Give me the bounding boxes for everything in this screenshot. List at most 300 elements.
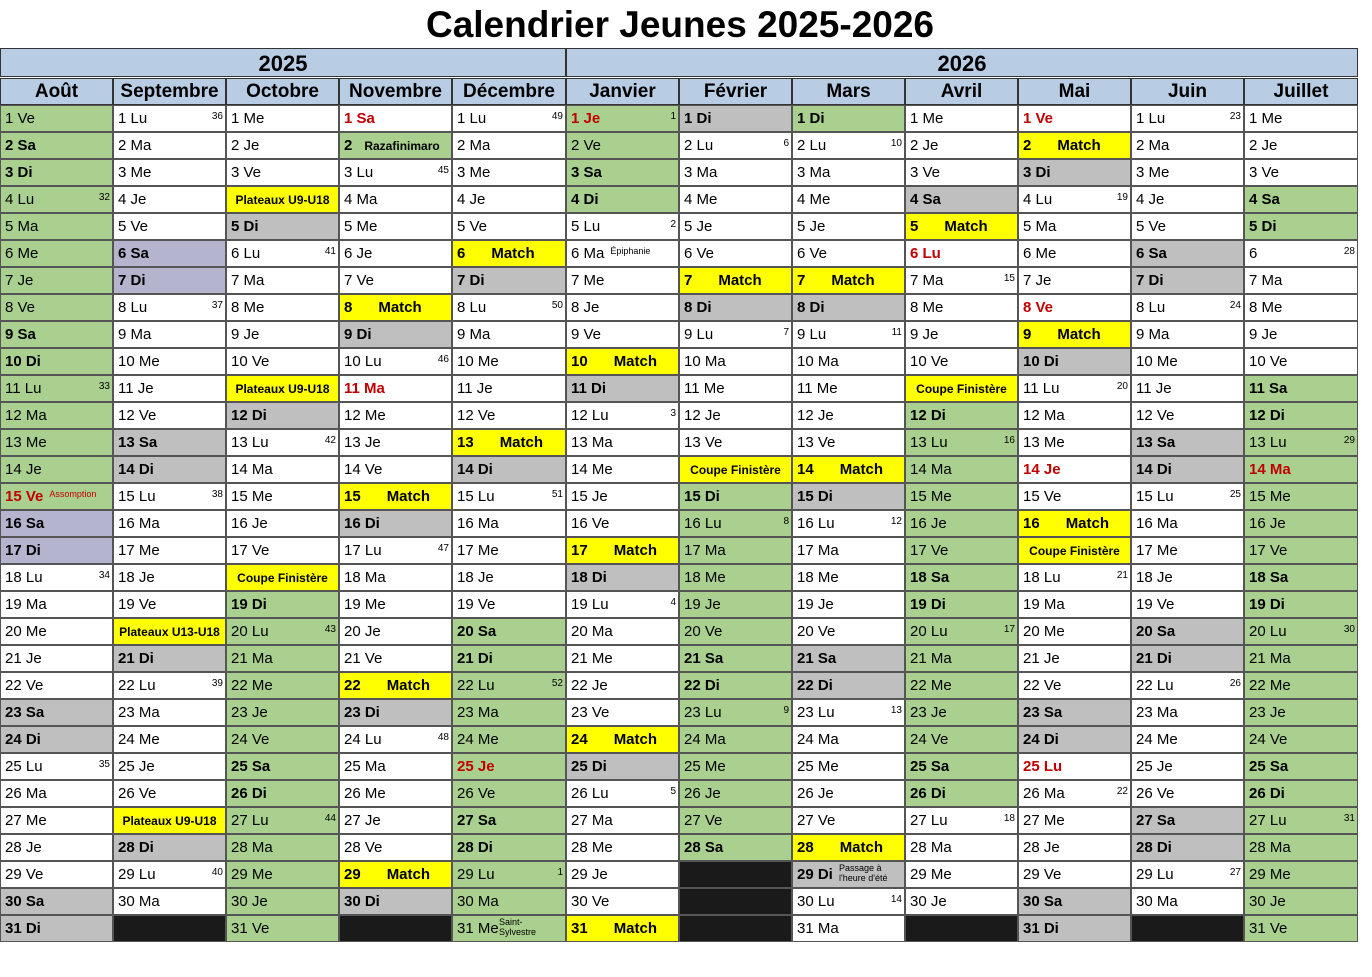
day-cell — [226, 132, 339, 159]
day-cell — [0, 672, 113, 699]
day-label: 30 Lu — [797, 893, 835, 910]
week-number: 19 — [1116, 192, 1128, 203]
week-number: 15 — [1003, 273, 1015, 284]
day-cell — [226, 510, 339, 537]
day-cell — [1244, 699, 1358, 726]
day-cell — [113, 726, 226, 753]
day-cell — [792, 672, 905, 699]
day-cell — [1244, 267, 1358, 294]
day-label: 26 Je — [684, 785, 721, 802]
day-cell — [905, 240, 1018, 267]
day-label: 22 Di — [797, 677, 833, 694]
day-cell — [1131, 321, 1244, 348]
day-label: 22 Me — [910, 677, 952, 694]
day-label: 29 — [344, 866, 361, 883]
day-cell — [792, 915, 905, 942]
day-label: 29 Me — [910, 866, 952, 883]
day-cell — [566, 429, 679, 456]
week-number: 52 — [551, 678, 563, 689]
day-cell — [679, 429, 792, 456]
day-cell — [566, 294, 679, 321]
day-cell — [566, 915, 679, 942]
day-cell — [452, 834, 566, 861]
day-cell — [113, 780, 226, 807]
day-label: 11 Je — [457, 380, 493, 397]
day-label: 26 Ma — [5, 785, 47, 802]
day-label: 7 Ma — [231, 272, 265, 289]
day-label: 17 — [571, 542, 588, 559]
day-cell — [452, 618, 566, 645]
day-label: 20 Me — [1023, 623, 1065, 640]
day-label: 9 Je — [231, 326, 260, 343]
event-label: Coupe Finistère — [916, 382, 1007, 396]
day-label: 24 Ma — [684, 731, 726, 748]
day-cell — [1244, 726, 1358, 753]
day-cell — [113, 861, 226, 888]
day-cell — [905, 888, 1018, 915]
day-label: 10 Me — [118, 353, 160, 370]
day-label: 17 Lu — [344, 542, 382, 559]
day-cell — [452, 186, 566, 213]
day-label: 2 Sa — [5, 137, 36, 154]
day-label: 3 Di — [5, 164, 33, 181]
day-label: 27 Sa — [1136, 812, 1176, 829]
day-label: 16 — [1023, 515, 1040, 532]
day-label: 27 Sa — [457, 812, 497, 829]
day-label: 9 Lu — [684, 326, 714, 343]
day-label: 8 Me — [910, 299, 944, 316]
day-cell — [339, 510, 452, 537]
day-cell — [1244, 618, 1358, 645]
day-label: 9 Je — [910, 326, 939, 343]
day-cell — [1131, 159, 1244, 186]
week-number: 18 — [1003, 813, 1015, 824]
day-cell — [566, 402, 679, 429]
day-label: 30 Sa — [5, 893, 45, 910]
day-cell — [113, 240, 226, 267]
day-note: Assomption — [49, 489, 97, 499]
day-cell — [1131, 753, 1244, 780]
day-cell — [113, 132, 226, 159]
day-cell — [339, 780, 452, 807]
day-cell — [566, 483, 679, 510]
day-cell — [566, 510, 679, 537]
day-cell — [113, 753, 226, 780]
day-label: 16 Di — [344, 515, 380, 532]
day-cell — [905, 294, 1018, 321]
day-cell — [679, 240, 792, 267]
day-cell — [679, 456, 792, 483]
day-cell — [339, 618, 452, 645]
day-cell — [792, 267, 905, 294]
day-label: 6 Sa — [1136, 245, 1167, 262]
day-cell — [1244, 807, 1358, 834]
day-cell — [566, 240, 679, 267]
day-cell — [0, 402, 113, 429]
day-label: 15 Me — [910, 488, 952, 505]
day-label: 22 Lu — [457, 677, 495, 694]
month-header: Juin — [1131, 78, 1244, 105]
day-cell — [905, 753, 1018, 780]
day-label: 31 Ve — [1249, 920, 1288, 937]
day-label: 25 Je — [457, 758, 495, 775]
month-header: Janvier — [566, 78, 679, 105]
day-label: 14 Di — [1136, 461, 1172, 478]
week-number: 40 — [211, 867, 223, 878]
day-cell — [339, 807, 452, 834]
day-cell — [792, 240, 905, 267]
day-cell — [905, 834, 1018, 861]
day-cell — [113, 699, 226, 726]
day-label: 18 Lu — [1023, 569, 1061, 586]
day-label: 22 Ve — [5, 677, 44, 694]
day-cell — [226, 402, 339, 429]
day-cell — [905, 321, 1018, 348]
day-label: 9 Ve — [571, 326, 602, 343]
day-label: 23 Ve — [571, 704, 610, 721]
day-label: 17 Di — [5, 542, 41, 559]
day-cell — [226, 267, 339, 294]
day-cell — [0, 564, 113, 591]
day-label: 4 Je — [457, 191, 486, 208]
day-cell — [566, 591, 679, 618]
day-cell — [792, 564, 905, 591]
day-cell — [1018, 726, 1131, 753]
week-number: 7 — [783, 327, 789, 338]
day-cell — [226, 645, 339, 672]
day-label: 1 Di — [797, 110, 825, 127]
day-cell — [0, 888, 113, 915]
day-label: 5 Di — [231, 218, 259, 235]
day-label: 12 Ma — [1023, 407, 1065, 424]
month-header: Août — [0, 78, 113, 105]
day-cell — [1018, 618, 1131, 645]
day-label: 23 Di — [344, 704, 380, 721]
day-label: 20 Lu — [910, 623, 948, 640]
event-label: Plateaux U9-U18 — [122, 814, 217, 828]
day-label: 11 Sa — [1249, 380, 1288, 397]
day-cell — [905, 807, 1018, 834]
week-number: 2 — [670, 219, 676, 230]
day-cell — [679, 132, 792, 159]
day-cell — [1018, 753, 1131, 780]
day-label: 30 Sa — [1023, 893, 1063, 910]
day-label: 17 Ve — [910, 542, 949, 559]
day-label: 30 Ma — [1136, 893, 1178, 910]
day-label: 4 Di — [571, 191, 599, 208]
week-number: 21 — [1116, 570, 1128, 581]
day-label: 27 Me — [1023, 812, 1065, 829]
day-cell — [566, 645, 679, 672]
day-cell — [1018, 429, 1131, 456]
day-label: 8 Lu — [1136, 299, 1166, 316]
day-label: 4 Lu — [1023, 191, 1053, 208]
day-label: 21 Sa — [797, 650, 837, 667]
day-cell — [1131, 834, 1244, 861]
match-label: Match — [613, 542, 658, 559]
day-label: 23 Ma — [1136, 704, 1178, 721]
day-cell — [792, 402, 905, 429]
day-label: 14 — [797, 461, 814, 478]
day-cell — [679, 807, 792, 834]
day-label: 15 Me — [231, 488, 273, 505]
match-label: Match — [944, 218, 988, 235]
day-label: 27 Ve — [797, 812, 836, 829]
day-cell — [452, 861, 566, 888]
day-label: 8 Ve — [1023, 299, 1054, 316]
day-note: Saint-Sylvestre — [499, 917, 537, 937]
day-cell — [339, 861, 452, 888]
day-cell — [1018, 348, 1131, 375]
day-label: 12 Ve — [1136, 407, 1175, 424]
day-cell — [905, 429, 1018, 456]
week-number: 12 — [890, 516, 902, 527]
day-cell — [226, 321, 339, 348]
week-number: 35 — [98, 759, 110, 770]
day-cell — [792, 834, 905, 861]
match-label: Match — [491, 245, 535, 262]
day-label: 30 Di — [344, 893, 380, 910]
day-label: 29 Di — [797, 866, 833, 883]
day-label: 4 Me — [797, 191, 831, 208]
week-number: 1 — [670, 111, 676, 122]
day-label: 3 Sa — [571, 164, 602, 181]
day-cell — [679, 159, 792, 186]
day-label: 16 Ma — [118, 515, 160, 532]
day-label: 31 Ve — [231, 920, 270, 937]
empty-cell — [679, 888, 792, 915]
day-cell — [339, 483, 452, 510]
day-cell — [1131, 483, 1244, 510]
day-cell — [226, 888, 339, 915]
day-label: 26 Ma — [1023, 785, 1065, 802]
day-label: 5 Ve — [1136, 218, 1167, 235]
day-cell — [339, 834, 452, 861]
day-label: 6 Lu — [231, 245, 261, 262]
day-cell — [1018, 267, 1131, 294]
day-cell — [792, 591, 905, 618]
day-label: 28 Sa — [684, 839, 724, 856]
day-cell — [339, 294, 452, 321]
day-cell — [226, 537, 339, 564]
day-cell — [679, 348, 792, 375]
week-number: 1 — [557, 867, 563, 878]
day-label: 15 Ve — [5, 488, 44, 505]
day-cell — [0, 132, 113, 159]
day-label: 3 Ve — [231, 164, 262, 181]
day-cell — [792, 348, 905, 375]
day-cell — [452, 105, 566, 132]
day-cell — [1244, 591, 1358, 618]
day-label: 20 Lu — [1249, 623, 1287, 640]
day-label: 9 Ma — [1136, 326, 1170, 343]
day-note: Passage à l'heure d'été — [839, 863, 888, 883]
day-label: 27 Lu — [1249, 812, 1287, 829]
day-label: 8 Ve — [5, 299, 36, 316]
day-label: 19 Di — [910, 596, 946, 613]
day-label: 24 Me — [1136, 731, 1178, 748]
day-label: 1 Ve — [5, 110, 36, 127]
day-cell — [1018, 888, 1131, 915]
day-cell — [1018, 240, 1131, 267]
day-cell — [0, 726, 113, 753]
week-number: 31 — [1343, 813, 1355, 824]
day-cell — [905, 375, 1018, 402]
day-cell — [1244, 294, 1358, 321]
day-label: 7 Ve — [344, 272, 375, 289]
day-cell — [339, 888, 452, 915]
day-label: 27 Lu — [910, 812, 948, 829]
day-label: 1 Me — [231, 110, 265, 127]
day-label: 3 Me — [1136, 164, 1170, 181]
match-label: Match — [378, 299, 422, 316]
day-cell — [1018, 699, 1131, 726]
day-label: 28 Ma — [910, 839, 952, 856]
week-number: 48 — [437, 732, 449, 743]
day-label: 24 Ma — [797, 731, 839, 748]
empty-cell — [905, 915, 1018, 942]
day-label: 10 Di — [1023, 353, 1059, 370]
week-number: 5 — [670, 786, 676, 797]
day-label: 23 Lu — [684, 704, 722, 721]
day-cell — [226, 915, 339, 942]
day-label: 16 Lu — [684, 515, 722, 532]
day-label: 22 Me — [231, 677, 273, 694]
day-cell — [1244, 186, 1358, 213]
match-label: Match — [1065, 515, 1110, 532]
day-cell — [905, 780, 1018, 807]
day-label: 15 Ve — [1023, 488, 1062, 505]
match-label: Match — [386, 866, 431, 883]
day-label: 2 Lu — [797, 137, 827, 154]
day-label: 31 Me — [457, 920, 499, 937]
month-header: Septembre — [113, 78, 226, 105]
day-label: 20 Je — [344, 623, 381, 640]
day-label: 24 Ve — [231, 731, 270, 748]
day-label: 30 Ve — [571, 893, 610, 910]
day-cell — [226, 294, 339, 321]
day-cell — [1131, 402, 1244, 429]
day-cell — [792, 159, 905, 186]
day-cell — [1018, 915, 1131, 942]
day-label: 14 Ma — [231, 461, 273, 478]
day-cell — [452, 483, 566, 510]
day-cell — [1018, 537, 1131, 564]
day-cell — [905, 564, 1018, 591]
day-cell — [339, 456, 452, 483]
day-cell — [452, 645, 566, 672]
day-cell — [1018, 105, 1131, 132]
day-cell — [226, 807, 339, 834]
day-cell — [679, 564, 792, 591]
day-cell — [113, 537, 226, 564]
day-cell — [0, 321, 113, 348]
day-label: 6 Me — [5, 245, 39, 262]
day-cell — [905, 618, 1018, 645]
week-number: 49 — [551, 111, 563, 122]
day-label: 21 Ma — [1249, 650, 1291, 667]
day-cell — [566, 861, 679, 888]
day-label: 26 Di — [1249, 785, 1285, 802]
day-label: 1 Lu — [118, 110, 148, 127]
week-number: 27 — [1229, 867, 1241, 878]
day-label: 1 Me — [1249, 110, 1283, 127]
day-cell — [679, 591, 792, 618]
day-cell — [0, 186, 113, 213]
day-label: 30 Je — [910, 893, 947, 910]
day-label: 31 — [571, 920, 588, 937]
day-label: 25 Lu — [5, 758, 43, 775]
day-cell — [1244, 888, 1358, 915]
day-label: 18 Sa — [1249, 569, 1289, 586]
day-cell — [1131, 510, 1244, 537]
day-label: 21 Sa — [684, 650, 724, 667]
day-cell — [1244, 510, 1358, 537]
day-cell — [1244, 213, 1358, 240]
day-cell — [113, 564, 226, 591]
week-number: 28 — [1343, 246, 1355, 257]
day-label: 7 Je — [1023, 272, 1052, 289]
day-cell — [566, 834, 679, 861]
day-label: 18 Je — [457, 569, 494, 586]
day-label: 23 Sa — [1023, 704, 1063, 721]
day-label: 25 Sa — [231, 758, 271, 775]
week-number: 25 — [1229, 489, 1241, 500]
day-cell — [0, 537, 113, 564]
day-cell — [792, 429, 905, 456]
day-label: 14 Di — [457, 461, 493, 478]
day-cell — [905, 105, 1018, 132]
day-cell — [1018, 159, 1131, 186]
day-cell — [339, 564, 452, 591]
day-cell — [679, 402, 792, 429]
day-cell — [679, 321, 792, 348]
day-label: 15 Lu — [118, 488, 156, 505]
day-label: 21 Di — [118, 650, 154, 667]
day-cell — [452, 240, 566, 267]
day-cell — [1244, 321, 1358, 348]
day-cell — [1131, 375, 1244, 402]
day-label: 14 Je — [5, 461, 42, 478]
day-label: 21 Me — [571, 650, 613, 667]
day-label: 4 Me — [684, 191, 718, 208]
week-number: 23 — [1229, 111, 1241, 122]
day-label: 4 Lu — [5, 191, 35, 208]
day-cell — [792, 132, 905, 159]
day-label: 5 Me — [344, 218, 378, 235]
day-cell — [1018, 402, 1131, 429]
event-label: Plateaux U9-U18 — [235, 193, 330, 207]
day-label: 9 Sa — [5, 326, 36, 343]
day-cell — [452, 429, 566, 456]
day-label: 24 Di — [1023, 731, 1059, 748]
day-label: 1 Sa — [344, 110, 375, 127]
day-label: 9 Ma — [457, 326, 491, 343]
day-label: 8 Di — [797, 299, 825, 316]
day-label: 11 Lu — [5, 380, 42, 397]
day-label: 25 Je — [118, 758, 155, 775]
week-number: 37 — [211, 300, 223, 311]
day-label: 17 Me — [118, 542, 160, 559]
day-cell — [452, 888, 566, 915]
day-cell — [113, 510, 226, 537]
day-cell — [452, 807, 566, 834]
day-label: 29 Lu — [457, 866, 495, 883]
day-cell — [566, 726, 679, 753]
day-cell — [0, 159, 113, 186]
day-label: 8 Me — [1249, 299, 1283, 316]
day-cell — [0, 834, 113, 861]
